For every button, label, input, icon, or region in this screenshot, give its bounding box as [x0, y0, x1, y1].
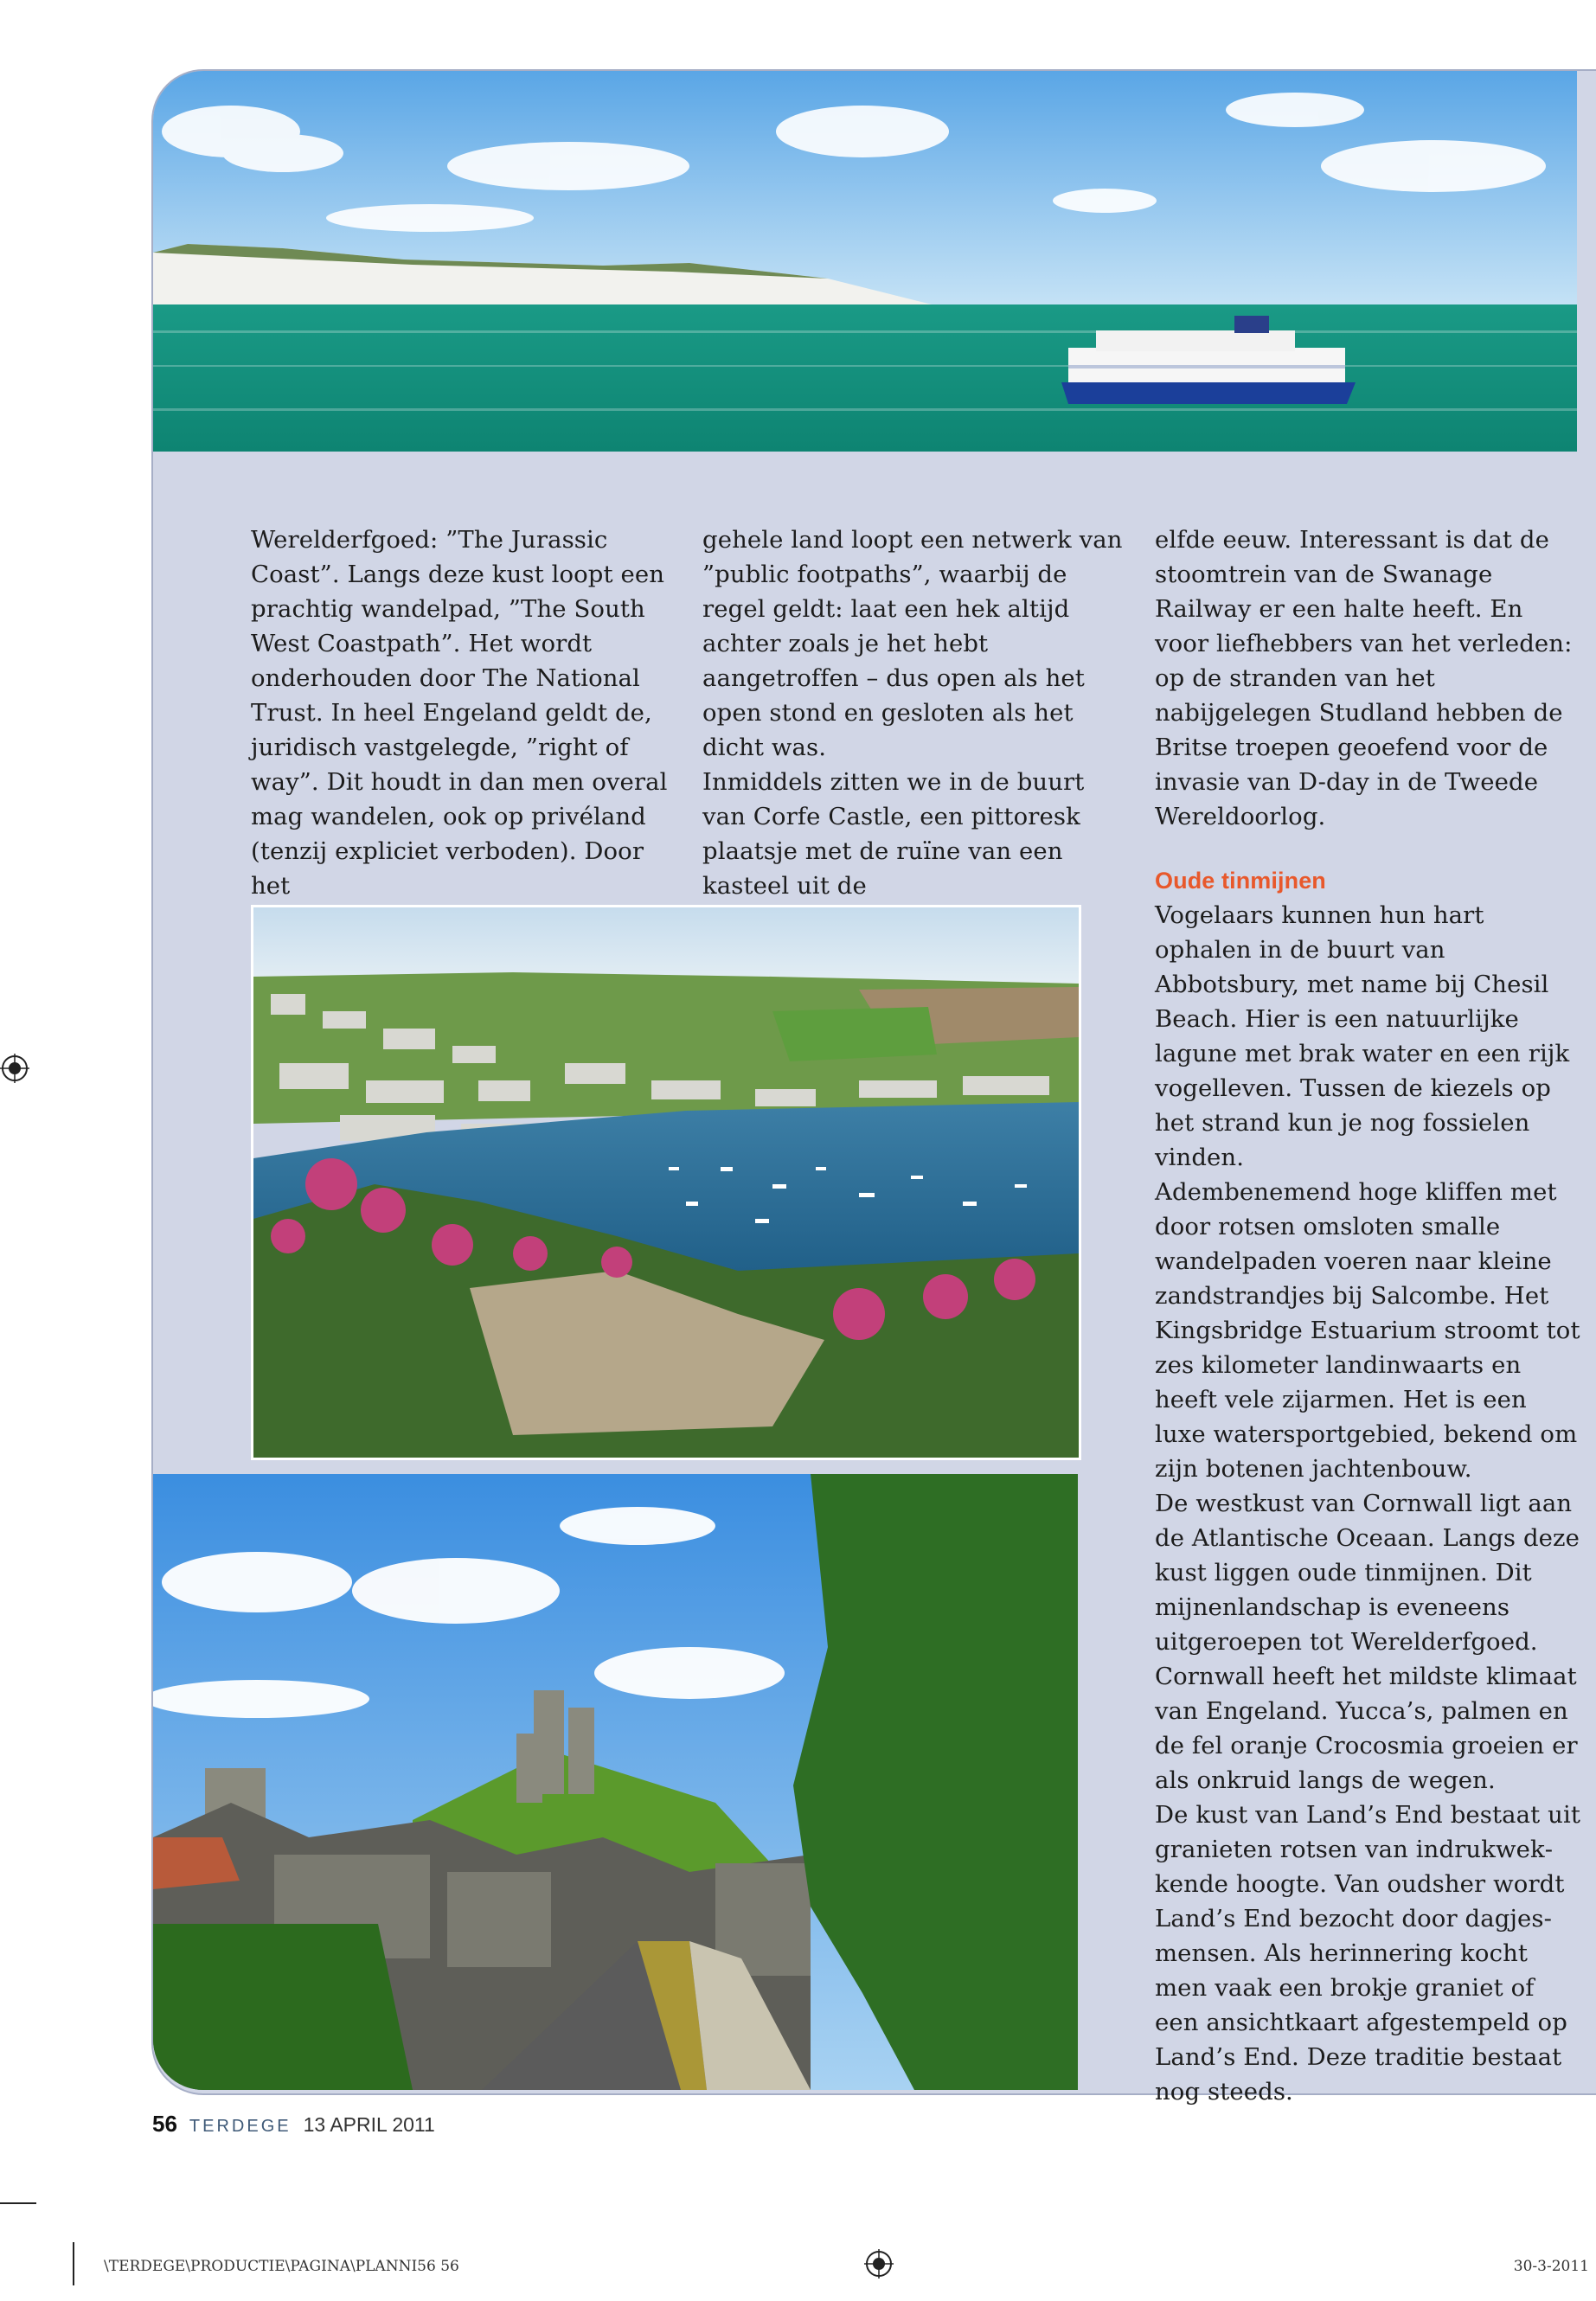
column-2-paragraph-2: Inmiddels zitten we in de buurt van Corfe Castle, een pittoresk plaatsje met de ruïne van een kasteel uit de [702, 768, 1085, 900]
text-column-2 [702, 522, 1135, 903]
column-3-paragraph-3: Adembenemend hoge kliffen met door rotsen omsloten smalle wandelpaden voeren naar kleine zandstrandjes bij Salcombe. Het Kingsbridge Estuarium stroomt tot zes kilometer landinwaarts en heeft vele zijarmen. Het is een luxe watersportgebied, bekend om zijn botenen jachtenbouw. [1155, 1178, 1580, 1483]
hero-photo-cliffs-ferry [153, 71, 1577, 452]
harbour-photo-salcombe [251, 905, 1081, 1460]
column-1-paragraph: Werelderfgoed: ”The Jurassic Coast”. Langs deze kust loopt een prachtig wandelpad, ”The South West Coastpath”. Het wordt onderhouden door The National Trust. In heel Engeland geldt de, juridisch vastgelegde, ”right of way”. Dit houdt in dan men overal mag wandelen, ook op privéland (tenzij expliciet verboden). Door het [251, 526, 668, 900]
registration-mark-icon [864, 2249, 894, 2279]
page-footer [152, 2111, 435, 2138]
slug-date: 30-3-2011 [1513, 2258, 1589, 2275]
crop-mark [73, 2242, 74, 2285]
subheading-oude-tinmijnen: Oude tinmijnen [1155, 868, 1326, 894]
page-number: 56 [152, 2111, 177, 2137]
text-column-1 [251, 522, 683, 903]
column-3-paragraph-4: De westkust van Cornwall ligt aan de Atlantische Oceaan. Langs deze kust liggen oude tinmijnen. Dit mijnenlandschap is eveneens uitgeroepen tot Werelderfgoed. Cornwall heeft het mildste klimaat van Engeland. Yucca’s, palmen en de fel oranje Crocosmia groeien er als onkruid langs de wegen. [1155, 1490, 1580, 1794]
magazine-name: TERDEGE [189, 2117, 292, 2136]
slug-path: \TERDEGE\PRODUCTIE\PAGINA\PLANNI56 56 [104, 2258, 459, 2275]
issue-date: 13 APRIL 2011 [303, 2113, 435, 2136]
column-3-paragraph-1: elfde eeuw. Interessant is dat de stoomtrein van de Swanage Railway er een halte heeft. En voor liefhebbers van het verleden: op de stranden van het nabijgelegen Studland hebben de Britse troepen geoefend voor de invasie van D-day in de Tweede Wereldoorlog. [1155, 526, 1573, 830]
column-3-paragraph-2: Vogelaars kunnen hun hart ophalen in de buurt van Abbotsbury, met name bij Chesil Beach. Hier is een natuurlijke lagune met brak water en een rijk vogelleven. Tussen de kiezels op het strand kun je nog fossielen vinden. [1155, 901, 1570, 1171]
castle-photo-corfe [153, 1474, 1078, 2090]
column-3-paragraph-5: De kust van Land’s End bestaat uit granieten rotsen van indrukwekkende hoogte. Van oudsher wordt Land’s End bezocht door dagjesmensen. Als herinnering kocht men vaak een brokje graniet of een ansichtkaart afgestempeld op Land’s End. Deze traditie bestaat nog steeds. [1155, 1801, 1581, 2106]
column-2-paragraph-1: gehele land loopt een netwerk van ”public footpaths”, waarbij de regel geldt: laat een hek altijd achter zoals je het hebt aangetroffen – dus open als het open stond en gesloten als het dicht was. [702, 526, 1123, 761]
text-column-3 [1155, 522, 1583, 2109]
crop-mark [0, 2202, 36, 2204]
registration-mark-icon [0, 1054, 29, 1083]
